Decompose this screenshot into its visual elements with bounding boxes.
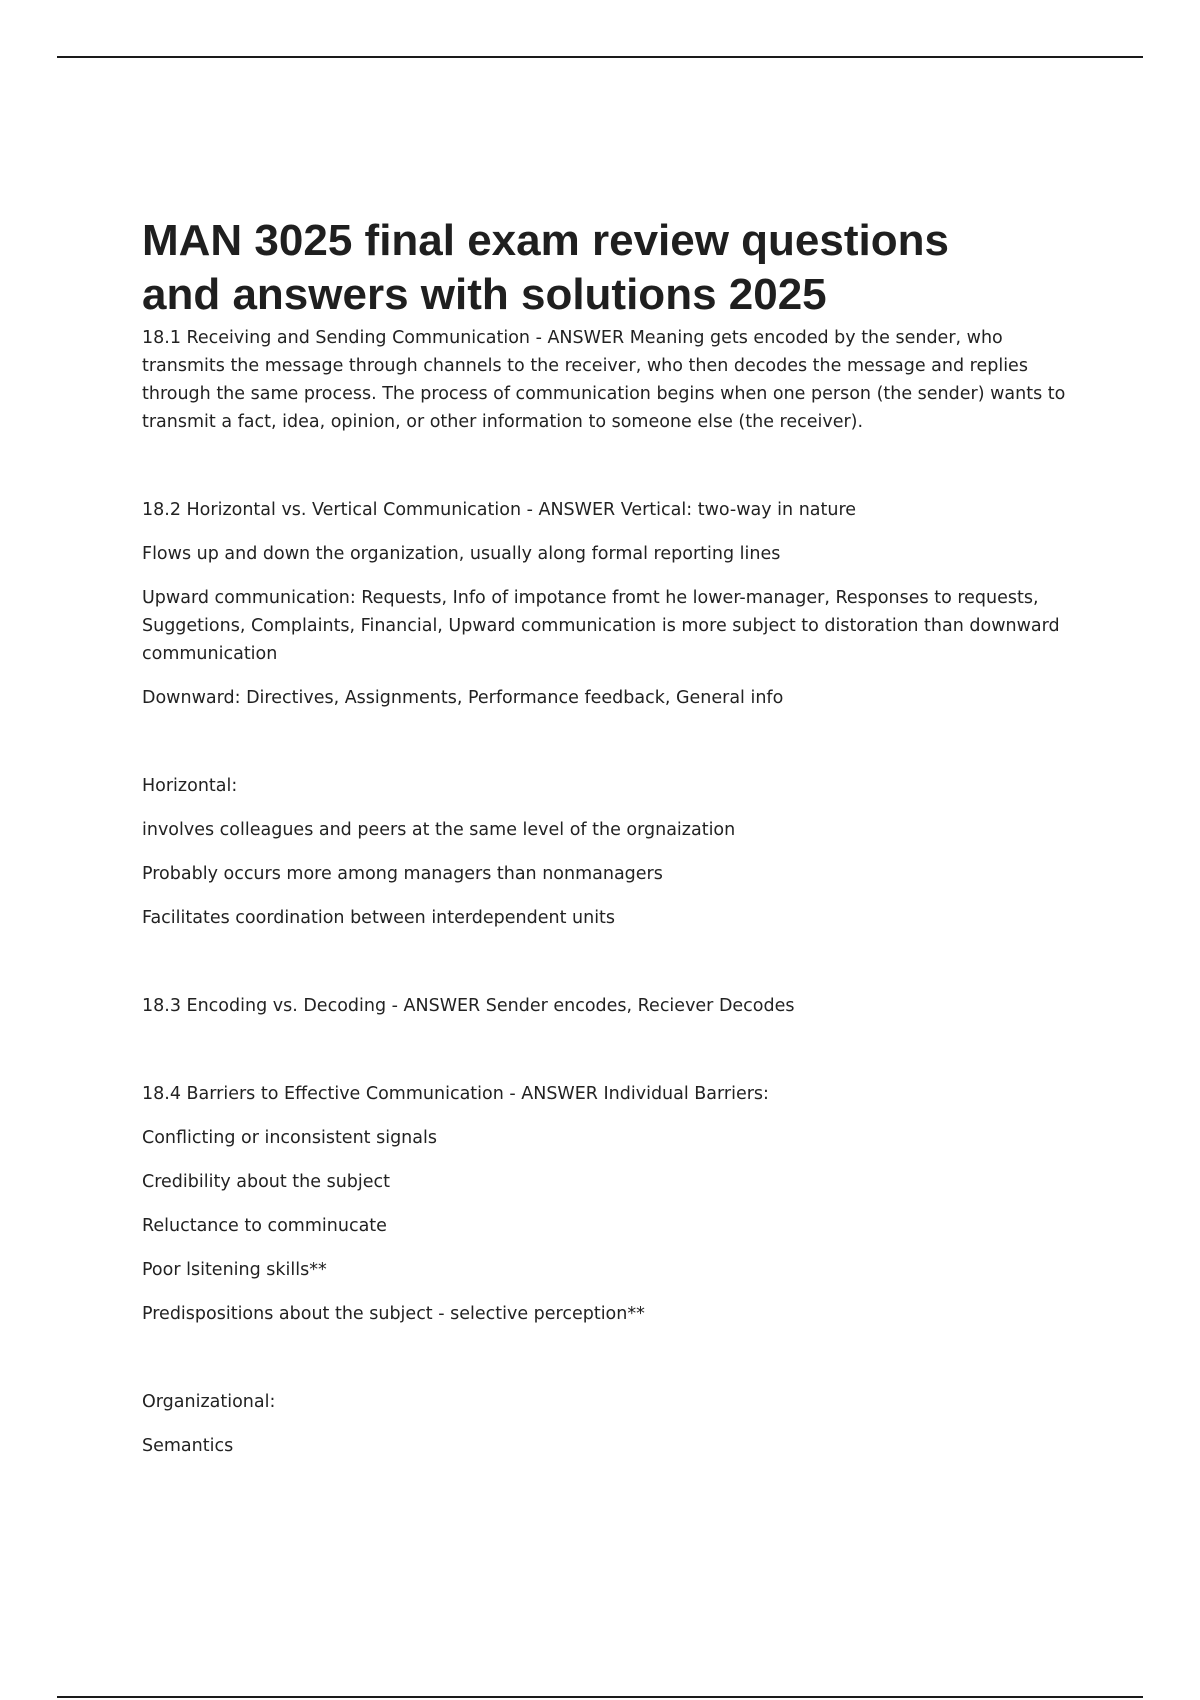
section-18-2 (142, 496, 1072, 932)
paragraph: involves colleagues and peers at the same level of the orgnaization (142, 820, 736, 840)
paragraph: Facilitates coordination between interdependent units (142, 908, 616, 928)
title-line-1: MAN 3025 final exam review questions (142, 216, 949, 265)
section-18-4 (142, 1080, 1072, 1460)
paragraph: Semantics (142, 1436, 234, 1456)
paragraph: Downward: Directives, Assignments, Performance feedback, General info (142, 688, 784, 708)
paragraph: Flows up and down the organization, usually along formal reporting lines (142, 544, 781, 564)
document-content (142, 214, 1072, 1460)
section-18-3 (142, 992, 1072, 1020)
footer-rule (57, 1696, 1143, 1698)
paragraph: Upward communication: Requests, Info of impotance fromt he lower-manager, Responses to requests, Suggetions, Complaints, Financial, Upward communication is more subject to distoration than downward communication (142, 588, 1060, 664)
paragraph: 18.1 Receiving and Sending Communication - ANSWER Meaning gets encoded by the sender, who transmits the message through channels to the receiver, who then decodes the message and replies through the same process. The process of communication begins when one person (the sender) wants to transmit a fact, idea, opinion, or other information to someone else (the receiver). (142, 328, 1066, 432)
header-rule (57, 56, 1143, 58)
paragraph: Probably occurs more among managers than nonmanagers (142, 864, 663, 884)
paragraph: 18.4 Barriers to Effective Communication - ANSWER Individual Barriers: (142, 1084, 769, 1104)
paragraph: Poor lsitening skills** (142, 1260, 327, 1280)
section-18-1 (142, 324, 1072, 436)
paragraph: 18.2 Horizontal vs. Vertical Communication - ANSWER Vertical: two-way in nature (142, 500, 857, 520)
paragraph: Organizational: (142, 1392, 276, 1412)
title-line-2: and answers with solutions 2025 (142, 270, 827, 319)
paragraph: Credibility about the subject (142, 1172, 391, 1192)
paragraph: Predispositions about the subject - selective perception** (142, 1304, 645, 1324)
document-title (142, 214, 1072, 322)
paragraph: Reluctance to comminucate (142, 1216, 387, 1236)
paragraph: Horizontal: (142, 776, 238, 796)
paragraph: 18.3 Encoding vs. Decoding - ANSWER Sender encodes, Reciever Decodes (142, 996, 795, 1016)
paragraph: Conflicting or inconsistent signals (142, 1128, 437, 1148)
